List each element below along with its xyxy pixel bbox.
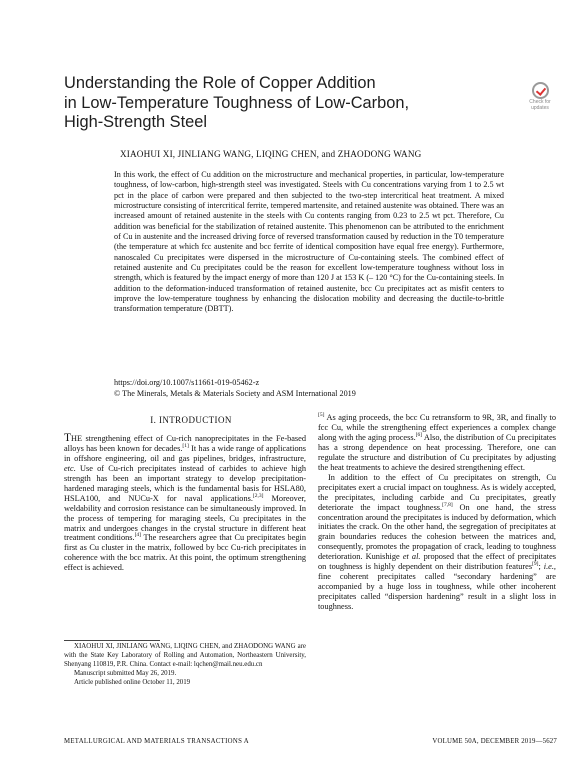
text-run: HE strengthening effect of Cu-rich nanoprecipitates in the Fe-based alloys has been known for decades. (64, 433, 306, 453)
section-heading: I. INTRODUCTION (150, 415, 232, 425)
footnote-line: Rolling and Automation, Northeastern University, Shenyang (64, 651, 306, 668)
intro-paragraph-continued (318, 413, 556, 473)
title-line: in Low-Temperature Toughness of Low-Carbon, (64, 93, 410, 112)
footnote-divider (64, 640, 160, 641)
copyright-notice: © The Minerals, Metals & Materials Society and ASM International 2019 (114, 388, 356, 398)
title-line: High-Strength Steel (64, 113, 208, 131)
text-run: etc (64, 463, 74, 473)
citation-link[interactable]: [1] (182, 443, 189, 450)
footnote-line: 110819, P.R. China. Contact e-mail: lqchen@mail.neu.edu.cn (92, 660, 263, 668)
affiliation-note (64, 643, 306, 670)
published-date: Article published online October 11, 2019 (74, 678, 191, 686)
drop-cap: T (64, 431, 72, 444)
check-for-updates-badge[interactable] (526, 82, 554, 111)
manuscript-date: Manuscript submitted May 26, 2019. (74, 669, 177, 677)
abstract (114, 170, 504, 315)
text-run: i.e. (543, 562, 554, 572)
citation-link[interactable]: [5] (318, 412, 325, 419)
citation-link[interactable]: [2,3] (252, 492, 264, 499)
text-run: . Use of Cu-rich precipitates instead of carbides to achieve high strength has been an important strategy to develop precipitation-hardened maraging steels, which is the fundamental basis for HSLA80, HSLA100, and NUCu-X for naval applications. (64, 463, 306, 503)
text-run: On one hand, the stress concentration around the precipitates is induced by deformation, which initiates the crack. On the other hand, the segregation of precipitates at grain boundaries reduces the cohesion between the matrices and, consequently, promotes the propagation of crack, leading to toughness deterioration. Kunishige (318, 502, 556, 562)
citation-link[interactable]: [6] (415, 432, 423, 439)
text-run: It has a wide range of applications in offshore engineering, oil and gas pipelines, bridges, infrastructure, (64, 443, 306, 463)
journal-name: METALLURGICAL AND MATERIALS TRANSACTIONS A (64, 738, 250, 745)
doi-block (114, 378, 514, 399)
text-run: Moreover, weldability and corrosion resistance can be simultaneously improved. In the process of tempering for maraging steels, Cu precipitates in the matrix and undergoes changes in the crystal structure in different heat treatment conditions. (64, 493, 307, 543)
text-run: ; (538, 562, 544, 572)
citation-link[interactable]: [9] (532, 561, 539, 568)
doi-link[interactable]: https://doi.org/10.1007/s11661-019-05462-z (114, 378, 260, 387)
citation-link[interactable]: [7,8] (442, 501, 453, 508)
text-run: Also, the distribution of Cu precipitates has a strong dependence on heat processing. Therefore, one can regulate the structure and distribution of Cu precipitates by adjusting the heat treatments to achieve the desired strengthening effect. (318, 432, 556, 472)
title-line: Understanding the Role of Copper Addition (64, 74, 376, 92)
text-run: proposed that the effect of precipitates on toughness is highly dependent on their distribution features (318, 552, 557, 572)
text-run: In addition to the effect of Cu precipitates on strength, Cu precipitates exert a crucial impact on toughness. As is widely accepted, the precipitates, including carbide and Cu precipitates, greatly deteriorate the impact toughness. (318, 472, 556, 512)
author-footnote (64, 643, 306, 688)
footnote-line: XIAOHUI XI, JINLIANG WANG, LIQING CHEN, and (74, 643, 233, 650)
abstract-text: In this work, the effect of Cu addition on the microstructure and mechanical properties, in particular, low-temperature toughness, of low-carbon, high-strength steel was investigated. Steels with Cu concentrations varying from 1 to 2.5 wt pct in the place of carbon were prepared and then subjected to the two-step intercritical heat treatment. A mixed microstructure consisting of intercritical ferrite, tempered martensite, and retained austenite was obtained. There was an increased amount of retained austenite in the steels with Cu contents ranging from 0.23 to 2.5 wt pct. Therefore, Cu addition was beneficial for the stabilization of retained austenite. This phenomenon can be attributed to the enrichment of Cu in austenite and the increased driving force of reversed transformation caused by reduction in the T0 temperature (the temperature at which fcc austenite and bcc ferrite of identical composition have equal free energy). Furthermore, nanoscaled Cu precipitates were dispersed in the microstructure of Cu-containing steels. The combined effect of retained austenite and Cu precipitates could be the reason for excellent low-temperature toughness without loss in strength, which is featured by the impact energy of more than 120 J at 153 K (– 120 °C) for the Cu-containing steels. In addition to the deformation-induced transformation of retained austenite, bcc Cu precipitates act as misfit centers to improve the low-temperature toughness by enhancing the dislocation mobility and decreasing the ductile-to-brittle transformation temperature (DBTT). (114, 170, 504, 314)
left-column (64, 413, 306, 573)
intro-paragraph (64, 431, 307, 573)
badge-label: updates (531, 104, 549, 111)
badge-label: Check for (529, 99, 551, 105)
text-run: The researchers agree that Cu precipitates begin first as Cu cluster in the matrix, followed by bcc Cu-rich precipitates in coherence with the bcc matrix. At this point, the optimum strengthening effect is achieved. (64, 533, 306, 573)
citation-link[interactable]: [4] (134, 532, 141, 539)
check-for-updates-icon (532, 82, 549, 99)
text-run: et al. (402, 552, 421, 562)
text-run: As aging proceeds, the bcc Cu retransform to 9R, 3R, and finally to fcc Cu, while the strengthening effect experiences a complex change along with the aging process. (318, 413, 556, 442)
right-column (318, 413, 556, 612)
intro-paragraph (318, 473, 556, 612)
footnote-line: ZHAODONG WANG are with the State Key Laboratory of (64, 643, 306, 659)
text-run: , fine coherent precipitates called “secondary hardening” are accompanied by a huge loss in toughness, while other incoherent precipitates called “dispersion hardening” result in a slight loss in toughness. (318, 562, 556, 612)
volume-page: VOLUME 50A, DECEMBER 2019—5627 (432, 738, 557, 745)
article-title (64, 74, 494, 133)
author-list: XIAOHUI XI, JINLIANG WANG, LIQING CHEN, and ZHAODONG WANG (120, 149, 422, 159)
